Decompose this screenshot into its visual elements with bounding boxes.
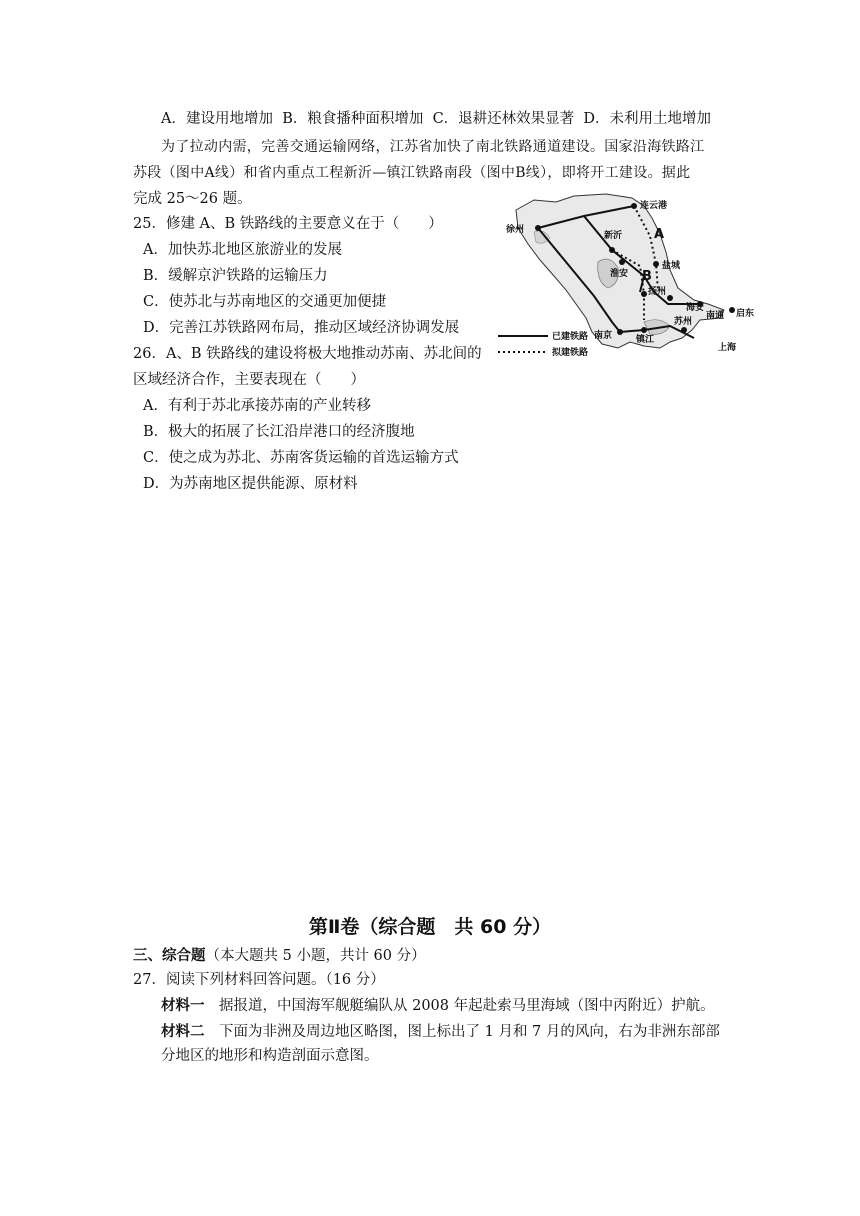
prev-options-row xyxy=(161,109,711,129)
q25-option-c: C．使苏北与苏南地区的交通更加便捷 xyxy=(143,294,387,310)
intro-line-1: 为了拉动内需，完善交通运输网络，江苏省加快了南北铁路通道建设。国家沿海铁路江 xyxy=(161,139,705,155)
q25-option-d: D．完善江苏铁路网布局，推动区域经济协调发展 xyxy=(143,320,460,336)
line-a-label: A xyxy=(654,227,665,242)
material-2-label: 材料二 xyxy=(161,1024,205,1040)
legend-planned-label: 拟建铁路 xyxy=(552,348,589,358)
line-b-label: B xyxy=(642,269,652,284)
section-title-sub: （综合题 共 60 分） xyxy=(359,916,552,938)
section-heading xyxy=(133,946,426,966)
material-1 xyxy=(161,996,715,1016)
city-label-lianyungang: 连云港 xyxy=(640,201,668,211)
q26-option-a: A．有利于苏北承接苏南的产业转移 xyxy=(143,398,371,414)
q26-stem-line-2: 区域经济合作，主要表现在（ ） xyxy=(133,372,365,388)
intro-line-3: 完成 25～26 题。 xyxy=(133,191,252,207)
city-label-yangzhou: 扬州 xyxy=(648,287,667,297)
q26-option-c: C．使之成为苏北、苏南客货运输的首选运输方式 xyxy=(143,450,459,466)
jiangsu-railway-map xyxy=(494,192,766,364)
city-label-suzhou: 苏州 xyxy=(674,317,693,327)
prev-option-c: C．退耕还林效果显著 xyxy=(432,111,575,127)
q26-option-d: D．为苏南地区提供能源、原材料 xyxy=(143,476,358,492)
city-label-haian: 海安 xyxy=(686,303,705,313)
city-label-qidong: 启东 xyxy=(736,309,755,319)
q27-stem: 27．阅读下列材料回答问题。（16 分） xyxy=(133,972,385,988)
city-label-zhenjiang: 镇江 xyxy=(636,335,655,345)
city-label-yancheng: 盐城 xyxy=(662,261,681,271)
prev-option-b: B．粮食播种面积增加 xyxy=(282,111,424,127)
q26-option-b: B．极大的拓展了长江沿岸港口的经济腹地 xyxy=(143,424,415,440)
prev-option-a: A．建设用地增加 xyxy=(161,111,273,127)
city-label-shanghai: 上海 xyxy=(718,343,737,353)
material-1-text: 据报道，中国海军舰艇编队从 2008 年起赴索马里海域（图中丙附近）护航。 xyxy=(204,998,715,1014)
q25-option-b: B．缓解京沪铁路的运输压力 xyxy=(143,268,328,284)
intro-line-2: 苏段（图中A线）和省内重点工程新沂—镇江铁路南段（图中B线），即将开工建设。据此 xyxy=(133,165,691,181)
section-title-main: 第Ⅱ卷 xyxy=(308,916,360,938)
material-2-line-2: 分地区的地形和构造剖面示意图。 xyxy=(161,1048,379,1064)
q25-stem: 25．修建 A、B 铁路线的主要意义在于（ ） xyxy=(133,216,443,232)
material-1-label: 材料一 xyxy=(161,998,205,1014)
city-label-xuzhou: 徐州 xyxy=(506,225,525,235)
city-label-nanjing: 南京 xyxy=(594,331,613,341)
legend-built-label: 已建铁路 xyxy=(552,332,589,342)
section-heading-bold: 三、综合题 xyxy=(133,948,206,964)
city-label-nantong: 南通 xyxy=(706,311,725,321)
material-2-line-1 xyxy=(161,1022,720,1042)
prev-option-d: D．未利用土地增加 xyxy=(583,111,712,127)
section-title xyxy=(0,912,860,939)
map-legend xyxy=(498,330,588,358)
q26-stem-line-1: 26．A、B 铁路线的建设将极大地推动苏南、苏北间的 xyxy=(133,346,482,362)
material-2-text-1: 下面为非洲及周边地区略图，图上标出了 1 月和 7 月的风向，右为非洲东部部 xyxy=(204,1024,720,1040)
q25-option-a: A．加快苏北地区旅游业的发展 xyxy=(143,242,342,258)
city-label-huaian: 淮安 xyxy=(610,269,629,279)
city-label-xinyi: 新沂 xyxy=(604,231,623,241)
section-heading-rest: （本大题共 5 小题，共计 60 分） xyxy=(205,948,426,964)
